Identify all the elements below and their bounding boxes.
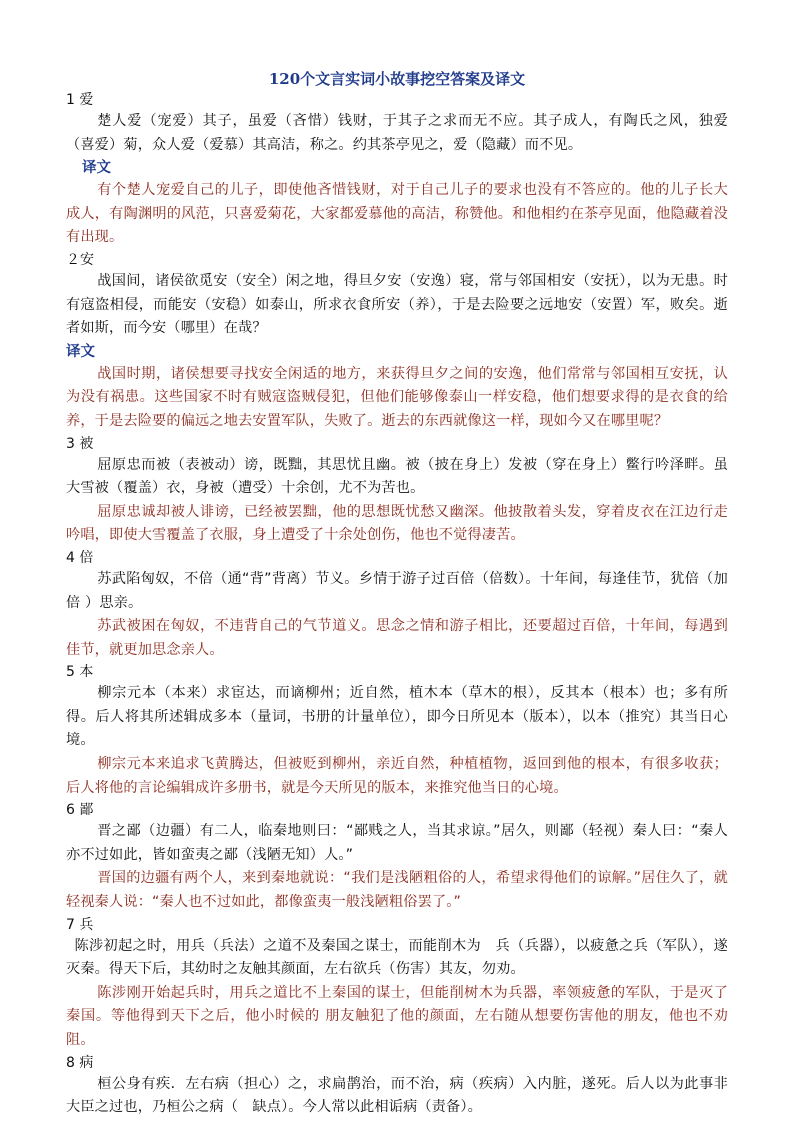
- section-text: 战国间，诸侯欲觅安（安全）闲之地，得旦夕安（安逸）寝，常与邻国相安（安抚），以为无患。时有寇盗相侵，而能安（安稳）如泰山，所求衣食所安（养），于是去险要之远地安（安置）军，败矣。逝者如斯，而今安（哪里）在哉？: [66, 272, 728, 337]
- section-heading: 7 兵: [66, 916, 94, 933]
- section-heading: 1 爱: [66, 92, 94, 108]
- section-text: 楚人爱（宠爱）其子，虽爱（吝惜）钱财，于其子之求而无不应。其子成人，有陶氏之风，独爱（喜爱）菊，众人爱（爱慕）其高洁，称之。约其茶亭见之，爱（隐藏）而不见。: [66, 113, 728, 153]
- document-page: [66, 68, 728, 1120]
- section-heading: 3 被: [66, 435, 94, 452]
- translation-label: 译文: [82, 160, 111, 177]
- section-text: 柳宗元本（本来）求宦达，而谪柳州；近自然，植木本（草木的根），反其本（根本）也；多有所得。后人将其所述辑成多本（量词，书册的计量单位），即今日所见本（版本），以本（推究）其当日心境。: [66, 685, 728, 749]
- section-translation: 晋国的边疆有两个人，来到秦地就说：“我们是浅陋粗俗的人，希望求得他们的谅解。”居住久了，就轻视秦人说：“秦人也不过如此，都像蛮夷一般浅陋粗俗罢了。”: [66, 870, 728, 911]
- section-translation: 战国时期，诸侯想要寻找安全闲适的地方，来获得旦夕之间的安逸，他们常常与邻国相互安抚，认为没有祸患。这些国家不时有贼寇盗贼侵犯，但他们能够像泰山一样安稳，他们想要求得的是衣食的给养，于是去险要的偏远之地去安置军队，失败了。逝去的东西就像这一样，现如今又在哪里呢？: [66, 365, 728, 429]
- section-heading: 5 本: [66, 664, 94, 681]
- section-heading: 8 病: [66, 1054, 94, 1071]
- section-text: 晋之鄙（边疆）有二人，临秦地则曰：“鄙贱之人，当其求谅。”居久，则鄙（轻视）秦人曰：“秦人亦不过如此，皆如蛮夷之鄙（浅陋无知）人。”: [66, 823, 728, 863]
- section-text: 陈涉初起之时，用兵（兵法）之道不及秦国之谋士，而能削木为 兵（兵器），以疲惫之兵（军队），遂灭秦。得天下后，其幼时之友触其颜面，左右欲兵（伤害）其友，勿劝。: [66, 937, 728, 978]
- section-translation: 屈原忠诚却被人诽谤，已经被罢黜，他的思想既忧愁又幽深。他披散着头发，穿着皮衣在江边行走吟唱，即使大雪覆盖了衣服，身上遭受了十余处创伤，他也不觉得凄苦。: [66, 503, 728, 544]
- section-text: 桓公身有疾．左右病（担心）之，求扁鹊治，而不治，病（疾病）入内脏，遂死。后人以为此事非大臣之过也，乃桓公之病（ 缺点）。今人常以此相诟病（责备）。: [66, 1075, 728, 1116]
- section-text: 屈原忠而被（表被动）谤，既黜，其思忧且幽。被（披在身上）发被（穿在身上）鳖行吟泽畔。虽大雪被（覆盖）衣，身被（遭受）十余创，尤不为苦也。: [66, 456, 728, 497]
- section-text: 苏武陷匈奴，不倍（通“背”背离）节义。乡情于游子过百倍（倍数）。十年间，每逢佳节，犹倍（加倍 ）思亲。: [66, 570, 728, 611]
- document-title: 120个文言实词小故事挖空答案及译文: [268, 70, 526, 88]
- section-translation: 有个楚人宠爱自己的儿子，即使他吝惜钱财，对于自己儿子的要求也没有不答应的。他的儿子长大成人，有陶渊明的风范，只喜爱菊花，大家都爱慕他的高洁，称赞他。和他相约在茶亭见面，他隐藏着没有出现。: [66, 182, 728, 246]
- section-heading: 6 鄙: [66, 802, 94, 819]
- translation-label: 译文: [66, 343, 95, 360]
- section-translation: 陈涉刚开始起兵时，用兵之道比不上秦国的谋士，但能削树木为兵器，率领疲惫的军队，于是灭了秦国。等他得到天下之后，他小时候的 朋友触犯了他的颜面，左右随从想要伤害他的朋友，他也不劝阻。: [66, 984, 728, 1048]
- section-heading: 4 倍: [66, 549, 94, 566]
- section-translation: 苏武被困在匈奴，不违背自己的气节道义。思念之情和游子相比，还要超过百倍，十年间，每遇到佳节，就更加思念亲人。: [66, 618, 728, 658]
- section-translation: 柳宗元本来追求飞黄腾达，但被贬到柳州，亲近自然，种植植物，返回到他的根本，有很多收获；后人将他的言论编辑成许多册书，就是今天所见的版本，来推究他当日的心境。: [66, 756, 728, 796]
- section-heading: ２安: [66, 251, 94, 268]
